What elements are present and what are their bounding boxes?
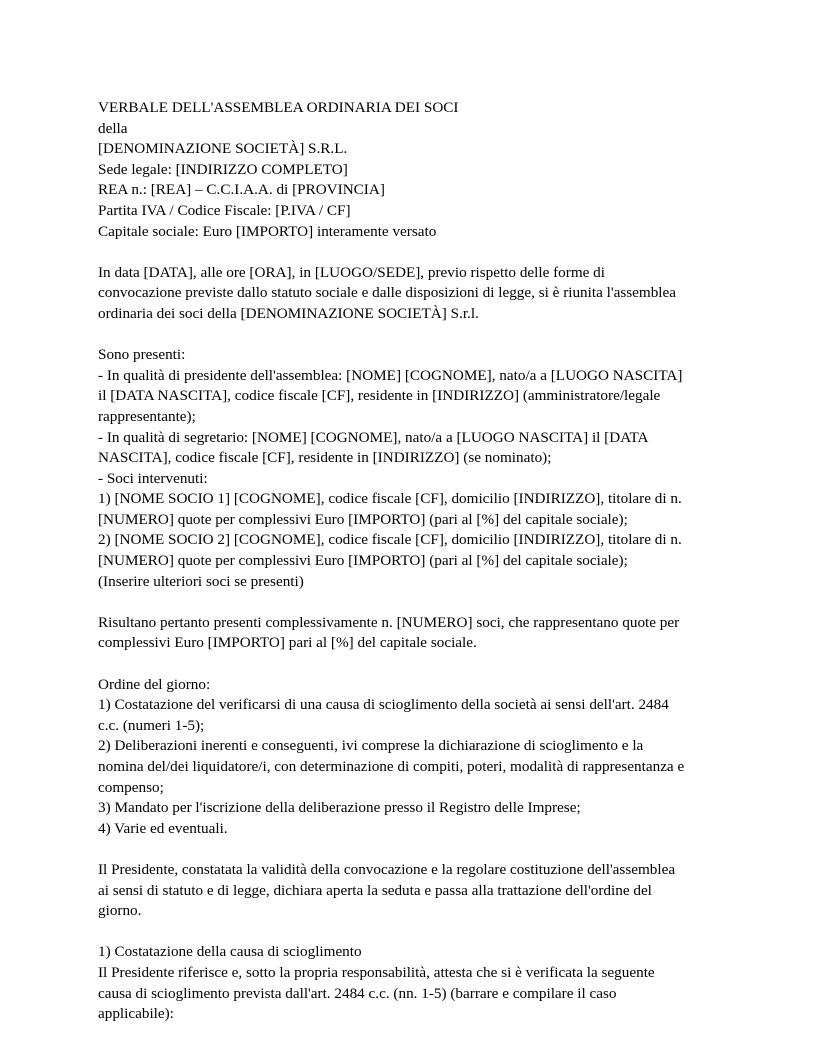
company-header bbox=[98, 98, 738, 242]
president-entry: rappresentante); bbox=[98, 407, 196, 425]
agenda-item-2: compenso; bbox=[98, 778, 164, 796]
agenda-item-1: c.c. (numeri 1-5); bbox=[98, 716, 205, 734]
member-1-entry: 1) [NOME SOCIO 1] [COGNOME], codice fiscale [CF], domicilio [INDIRIZZO], titolare di n. bbox=[98, 490, 682, 508]
rea-number: REA n.: [REA] – C.C.I.A.A. di [PROVINCIA] bbox=[98, 181, 385, 199]
intro-paragraph bbox=[98, 263, 738, 325]
agenda-heading: Ordine del giorno: bbox=[98, 675, 211, 693]
paragraph-line: In data [DATA], alle ore [ORA], in [LUOGO/SEDE], previo rispetto delle forme di bbox=[98, 263, 605, 281]
paragraph-line: applicabile): bbox=[98, 1005, 174, 1023]
spacer bbox=[98, 839, 738, 860]
vat-tax-code: Partita IVA / Codice Fiscale: [P.IVA / CF] bbox=[98, 201, 351, 219]
agenda-item-4: 4) Varie ed eventuali. bbox=[98, 819, 228, 837]
members-heading: - Soci intervenuti: bbox=[98, 469, 208, 487]
president-entry: - In qualità di presidente dell'assemblea: [NOME] [COGNOME], nato/a a [LUOGO NASCITA] bbox=[98, 366, 683, 384]
paragraph-line: Risultano pertanto presenti complessivamente n. [NUMERO] soci, che rappresentano quote per bbox=[98, 613, 680, 631]
registered-office: Sede legale: [INDIRIZZO COMPLETO] bbox=[98, 160, 348, 178]
paragraph-line: Il Presidente riferisce e, sotto la propria responsabilità, attesta che si è verificata la seguente bbox=[98, 963, 655, 981]
paragraph-line: ai sensi di statuto e di legge, dichiara aperta la seduta e passa alla trattazione dell'ordine del bbox=[98, 881, 652, 899]
section-1-heading: 1) Costatazione della causa di scioglimento bbox=[98, 943, 362, 961]
additional-members-note: (Inserire ulteriori soci se presenti) bbox=[98, 572, 304, 590]
member-2-entry: 2) [NOME SOCIO 2] [COGNOME], codice fiscale [CF], domicilio [INDIRIZZO], titolare di n. bbox=[98, 531, 682, 549]
spacer bbox=[98, 242, 738, 263]
section-1 bbox=[98, 942, 738, 1024]
paragraph-line: ordinaria dei soci della [DENOMINAZIONE SOCIETÀ] S.r.l. bbox=[98, 304, 479, 322]
agenda-item-1: 1) Costatazione del verificarsi di una causa di scioglimento della società ai sensi dell'art. 2484 bbox=[98, 696, 669, 714]
agenda-item-2: nomina del/dei liquidatore/i, con determinazione di compiti, poteri, modalità di rappresentanza e bbox=[98, 758, 685, 775]
member-1-entry: [NUMERO] quote per complessivi Euro [IMPORTO] (pari al [%] del capitale sociale); bbox=[98, 510, 628, 528]
company-name: [DENOMINAZIONE SOCIETÀ] S.R.L. bbox=[98, 140, 348, 158]
paragraph-line: complessivi Euro [IMPORTO] pari al [%] del capitale sociale. bbox=[98, 634, 477, 652]
paragraph-line: giorno. bbox=[98, 902, 142, 920]
document-body bbox=[98, 98, 738, 1025]
secretary-entry: NASCITA], codice fiscale [CF], residente in [INDIRIZZO] (se nominato); bbox=[98, 449, 552, 467]
agenda-item-3: 3) Mandato per l'iscrizione della deliberazione presso il Registro delle Imprese; bbox=[98, 799, 581, 817]
secretary-entry: - In qualità di segretario: [NOME] [COGNOME], nato/a a [LUOGO NASCITA] il [DATA bbox=[98, 428, 649, 446]
agenda-section bbox=[98, 675, 738, 840]
spacer bbox=[98, 922, 738, 943]
header-line: della bbox=[98, 119, 128, 137]
member-2-entry: [NUMERO] quote per complessivi Euro [IMPORTO] (pari al [%] del capitale sociale); bbox=[98, 552, 628, 570]
spacer bbox=[98, 592, 738, 613]
attendees-heading: Sono presenti: bbox=[98, 346, 186, 364]
quorum-paragraph bbox=[98, 613, 738, 654]
share-capital: Capitale sociale: Euro [IMPORTO] interamente versato bbox=[98, 222, 437, 240]
paragraph-line: convocazione previste dallo statuto sociale e dalle disposizioni di legge, si è riunita l'assemblea bbox=[98, 284, 677, 302]
agenda-item-2: 2) Deliberazioni inerenti e conseguenti, ivi comprese la dichiarazione di scioglimento e la bbox=[98, 737, 644, 755]
spacer bbox=[98, 654, 738, 675]
spacer bbox=[98, 325, 738, 346]
document-title: VERBALE DELL'ASSEMBLEA ORDINARIA DEI SOCI bbox=[98, 99, 459, 116]
paragraph-line: causa di scioglimento prevista dall'art. 2484 c.c. (nn. 1-5) (barrare e compilare il caso bbox=[98, 984, 617, 1002]
opening-paragraph bbox=[98, 860, 738, 922]
attendees-section bbox=[98, 345, 738, 592]
president-entry: il [DATA NASCITA], codice fiscale [CF], residente in [INDIRIZZO] (amministratore/legale bbox=[98, 387, 661, 405]
paragraph-line: Il Presidente, constatata la validità della convocazione e la regolare costituzione dell'assemblea bbox=[98, 860, 676, 878]
